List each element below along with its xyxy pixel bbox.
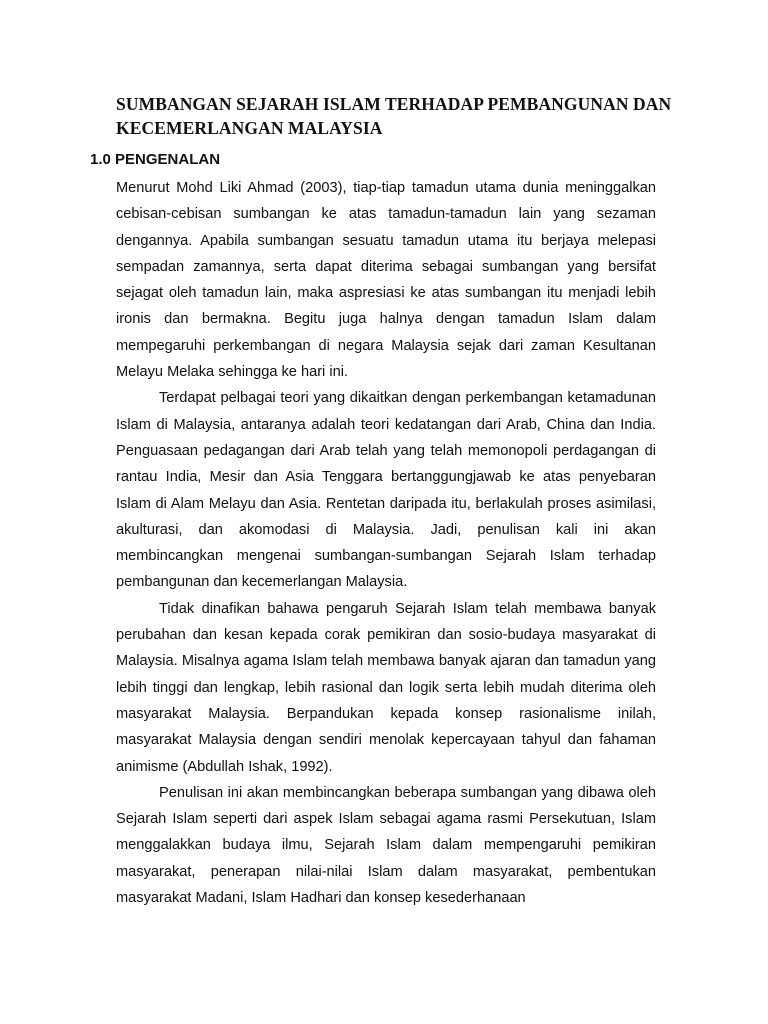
- paragraph-2: Terdapat pelbagai teori yang dikaitkan dengan perkembangan ketamadunan Islam di Malaysia, antaranya adalah teori kedatangan dari Arab, China dan India. Penguasaan pedagangan dari Arab telah yang telah memonopoli perdagangan di rantau India, Mesir dan Asia Tenggara bertanggungjawab ke atas penyebaran Islam di Alam Melayu dan Asia. Rentetan daripada itu, berlakulah proses asimilasi, akulturasi, dan akomodasi di Malaysia. Jadi, penulisan kali ini akan membincangkan mengenai sumbangan-sumbangan Sejarah Islam terhadap pembangunan dan kecemerlangan Malaysia.: [116, 390, 656, 591]
- document-body: [116, 175, 656, 911]
- paragraph-4: Penulisan ini akan membincangkan beberapa sumbangan yang dibawa oleh Sejarah Islam seperti dari aspek Islam sebagai agama rasmi Persekutuan, Islam menggalakkan budaya ilmu, Sejarah Islam dalam mempengaruhi pemikiran masyarakat, penerapan nilai-nilai Islam dalam masyarakat, pembentukan masyarakat Madani, Islam Hadhari dan konsep kesederhanaan: [116, 784, 656, 907]
- paragraph-3: Tidak dinafikan bahawa pengaruh Sejarah Islam telah membawa banyak perubahan dan kesan kepada corak pemikiran dan sosio-budaya masyarakat di Malaysia. Misalnya agama Islam telah membawa banyak ajaran dan tamadun yang lebih tinggi dan lengkap, lebih rasional dan logik serta lebih mudah diterima oleh masyarakat Malaysia. Berpandukan kepada konsep rasionalisme inilah, masyarakat Malaysia dengan sendiri menolak kepercayaan tahyul dan fahaman animisme (Abdullah Ishak, 1992).: [116, 600, 656, 775]
- section-heading-pengenalan: 1.0 PENGENALAN: [90, 151, 221, 168]
- document-title: SUMBANGAN SEJARAH ISLAM TERHADAP PEMBANGUNAN DAN KECEMERLANGAN MALAYSIA: [116, 94, 672, 138]
- paragraph-1: Menurut Mohd Liki Ahmad (2003), tiap-tiap tamadun utama dunia meninggalkan cebisan-cebisan sumbangan ke atas tamadun-tamadun lain yang sezaman dengannya. Apabila sumbangan sesuatu tamadun utama itu berjaya melepasi sempadan zamannya, serta dapat diterima sebagai sumbangan yang bersifat sejagat oleh tamadun lain, maka aspresiasi ke atas sumbangan itu menjadi lebih ironis dan bermakna. Begitu juga halnya dengan tamadun Islam dalam mempegaruhi perkembangan di negara Malaysia sejak dari zaman Kesultanan Melayu Melaka sehingga ke hari ini.: [116, 180, 656, 381]
